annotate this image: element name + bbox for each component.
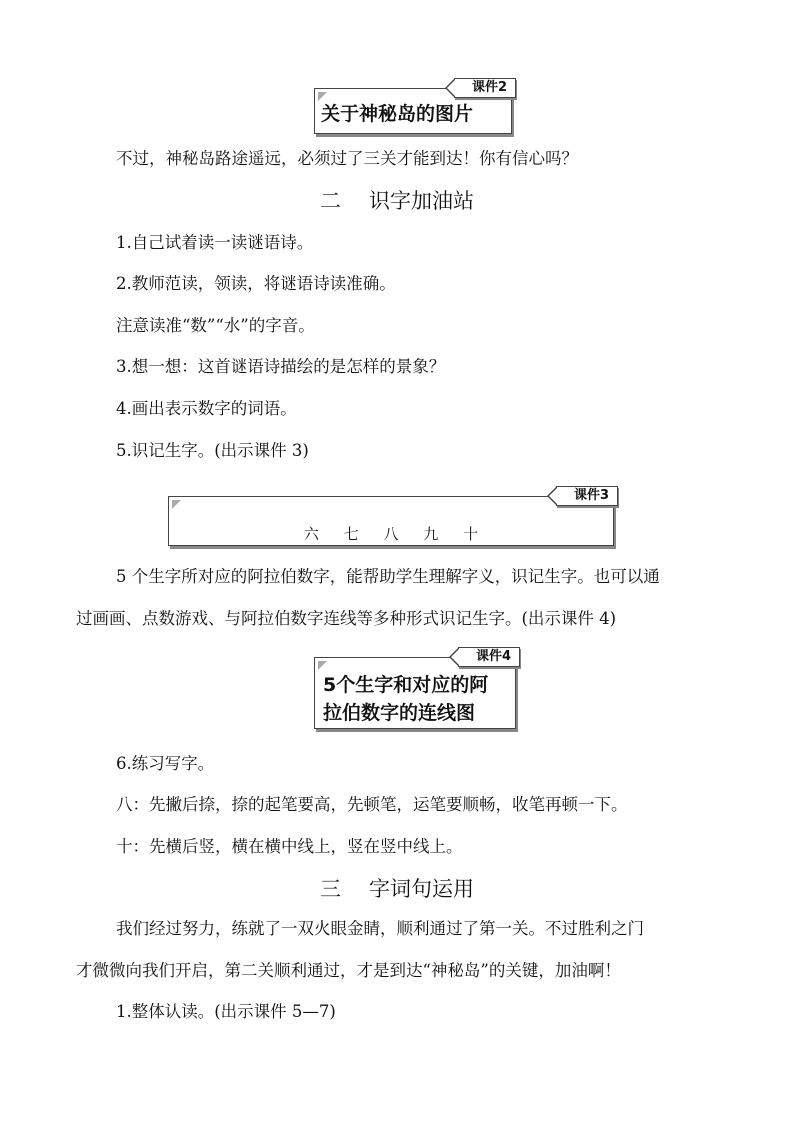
courseware-4-frame — [314, 657, 516, 729]
courseware-4-title-line: 5个生字和对应的阿 — [323, 674, 489, 696]
corner-marker-icon — [172, 500, 181, 509]
list-item: 6.练习写字。 — [116, 754, 215, 773]
character-item: 七 — [343, 525, 359, 543]
character-item: 九 — [423, 525, 439, 543]
corner-marker-icon — [318, 661, 327, 670]
section-2-number: 二 — [320, 189, 341, 213]
section-3-heading — [0, 875, 794, 903]
courseware-3-box — [168, 486, 614, 546]
numbers-paragraph-line: 5 个生字所对应的阿拉伯数字，能帮助学生理解字义，识记生字。也可以通 — [116, 567, 660, 586]
courseware-4-tab: 课件4 — [458, 647, 520, 667]
section-2-title: 识字加油站 — [369, 189, 474, 213]
list-item: 八：先撇后捺，捺的起笔要高，先顿笔，运笔要顺畅，收笔再顿一下。 — [116, 795, 628, 814]
numbers-paragraph-line: 过画画、点数游戏、与阿拉伯数字连线等多种形式识记生字。(出示课件 4) — [76, 609, 617, 628]
list-item: 3.想一想：这首谜语诗描绘的是怎样的景象？ — [116, 357, 446, 376]
corner-marker-icon — [318, 92, 327, 101]
list-item: 2.教师范读，领读，将谜语诗读准确。 — [116, 274, 396, 293]
section-3-title: 字词句运用 — [369, 877, 474, 901]
courseware-3-tab: 课件3 — [556, 486, 618, 506]
courseware-2-title: 关于神秘岛的图片 — [321, 103, 474, 125]
section-3-number: 三 — [320, 877, 341, 901]
character-item: 六 — [303, 525, 319, 543]
pass-paragraph-line: 才微微向我们开启，第二关顺利通过，才是到达“神秘岛”的关键，加油啊！ — [76, 961, 621, 980]
courseware-2-tab: 课件2 — [454, 78, 516, 98]
courseware-4-title-line: 拉伯数字的连线图 — [323, 702, 476, 724]
courseware-2-box — [314, 78, 512, 134]
intro-paragraph: 不过，神秘岛路途遥远，必须过了三关才能到达！你有信心吗？ — [116, 149, 578, 168]
list-item: 十：先横后竖，横在横中线上，竖在竖中线上。 — [116, 837, 463, 856]
list-item: 1.整体认读。(出示课件 5—7) — [116, 1002, 336, 1021]
section-2-heading — [0, 187, 794, 215]
character-item: 十 — [463, 525, 479, 543]
courseware-3-characters — [169, 523, 613, 544]
list-item: 4.画出表示数字的词语。 — [116, 399, 297, 418]
list-item: 1.自己试着读一读谜语诗。 — [116, 233, 314, 252]
courseware-4-box — [314, 647, 516, 729]
pass-paragraph-line: 我们经过努力，练就了一双火眼金睛，顺利通过了第一关。不过胜利之门 — [116, 919, 644, 938]
list-item: 注意读准“数”“水”的字音。 — [116, 316, 315, 335]
list-item: 5.识记生字。(出示课件 3) — [116, 441, 309, 460]
character-item: 八 — [383, 525, 399, 543]
